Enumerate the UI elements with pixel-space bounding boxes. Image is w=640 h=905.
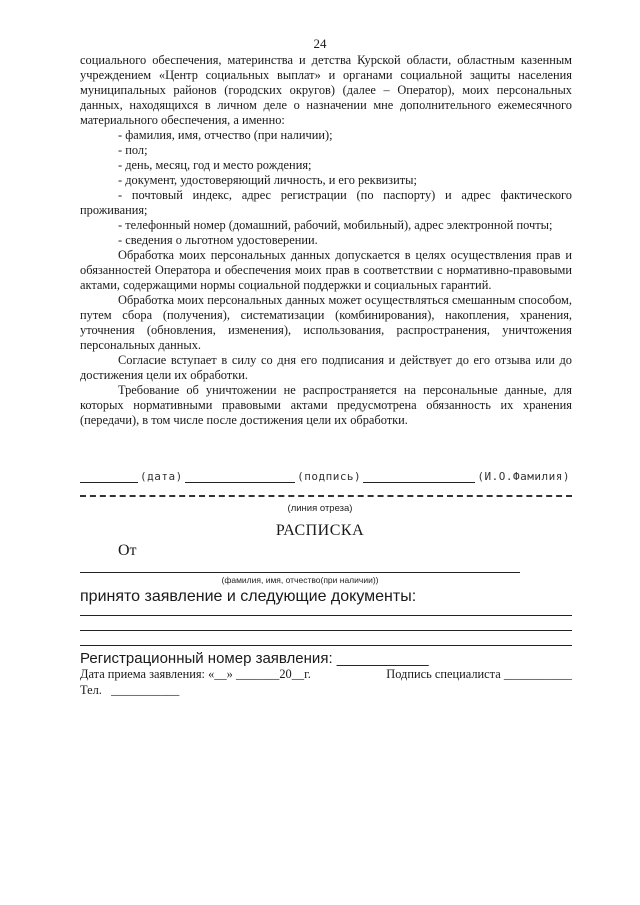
acceptance-row — [80, 667, 572, 682]
paragraph-intro: социального обеспечения, материнства и детства Курской области, областным казенным учреждением «Центр социальных выплат» и органами социальной защиты населения муниципальных районов (городских округов) (далее – Оператор), моих персональных данных, находящихся в личном деле о назначении мне дополнительного ежемесячного материального обеспечения, а именно: — [80, 53, 572, 127]
date-label: (дата) — [139, 470, 183, 483]
fio-field-line — [80, 572, 520, 573]
paragraph-validity: Согласие вступает в силу со дня его подписания и действует до его отзыва или до достижения цели их обработки. — [80, 353, 572, 382]
receipt-title: РАСПИСКА — [275, 522, 365, 539]
list-item: - сведения о льготном удостоверении. — [118, 233, 318, 247]
signature-row — [80, 470, 572, 483]
documents-line — [80, 615, 572, 616]
signature-label: (подпись) — [297, 470, 362, 483]
documents-line — [80, 645, 572, 646]
cut-line-label: (линия отреза) — [287, 503, 353, 514]
phone-row: Тел. ___________ — [80, 683, 180, 697]
fio-label: (И.О.Фамилия) — [477, 470, 570, 483]
consent-text — [80, 53, 572, 428]
accepted-documents-label: принято заявление и следующие документы: — [80, 588, 417, 605]
fio-caption: (фамилия, имя, отчество(при наличии)) — [221, 575, 379, 585]
list-item: - фамилия, имя, отчество (при наличии); — [118, 128, 333, 142]
acceptance-date: Дата приема заявления: «__» _______20__г. — [80, 667, 311, 681]
list-item: - документ, удостоверяющий личность, и его реквизиты; — [118, 173, 417, 187]
list-item: - день, месяц, год и место рождения; — [118, 158, 312, 172]
list-item: - пол; — [118, 143, 148, 157]
date-line — [80, 472, 138, 483]
documents-line — [80, 630, 572, 631]
receipt-from: От — [118, 542, 137, 559]
paragraph-purpose: Обработка моих персональных данных допускается в целях осуществления прав и обязанностей Оператора и обеспечения моих прав в соответствии с нормативно-правовыми актами, содержащими нормы социальной поддержки и социальных гарантий. — [80, 248, 572, 292]
list-item: - телефонный номер (домашний, рабочий, мобильный), адрес электронной почты; — [118, 218, 553, 232]
list-item: - почтовый индекс, адрес регистрации (по паспорту) и адрес фактического проживания; — [80, 188, 572, 217]
paragraph-destruction: Требование об уничтожении не распространяется на персональные данные, для которых нормативными правовыми актами предусмотрена обязанность их хранения (передачи), в том числе после достижения цели их обработки. — [80, 383, 572, 427]
signature-line — [185, 472, 295, 483]
page-number: 24 — [313, 36, 327, 51]
fio-line — [363, 472, 475, 483]
cut-line — [80, 495, 572, 497]
specialist-signature: Подпись специалиста ___________ — [386, 667, 572, 681]
paragraph-processing: Обработка моих персональных данных может осуществляться смешанным способом, путем сбора (получения), систематизации (комбинирования), накопления, хранения, уточнения (обновления, изменения), использования, распространения, уничтожения персональных данных. — [80, 293, 572, 352]
registration-number: Регистрационный номер заявления: ___________ — [80, 650, 429, 667]
